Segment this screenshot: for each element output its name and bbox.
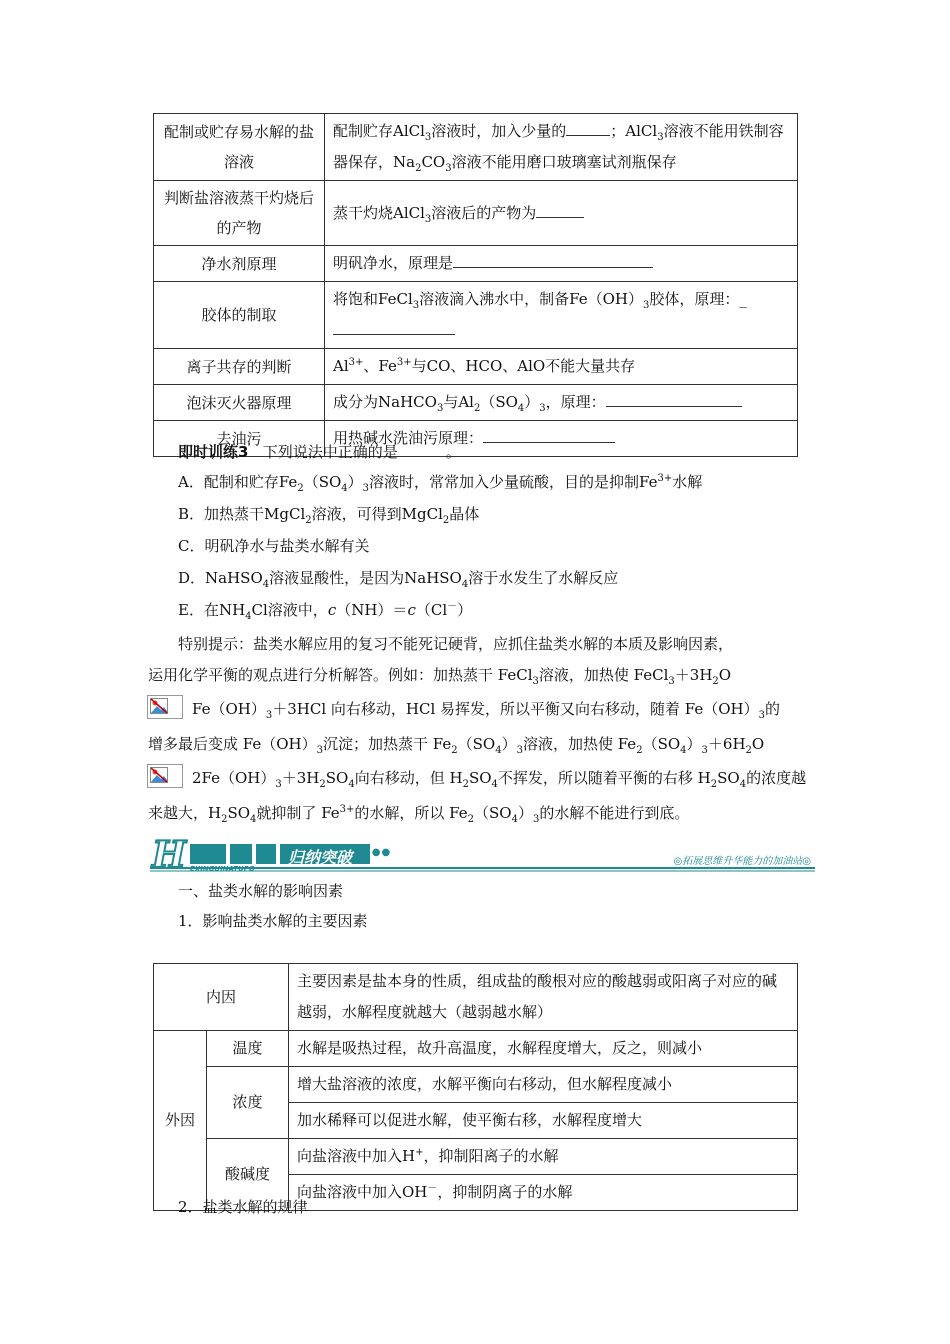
factor-text: 向盐溶液中加入OH－，抑制阴离子的水解 (289, 1175, 798, 1211)
factor-acidity: 酸碱度 (206, 1139, 288, 1211)
row-key: 泡沫灭火器原理 (154, 385, 325, 421)
row-value: 配制贮存AlCl$_3$溶液时，加入少量的 ；AlCl$_3$溶液不能用铁制容器保存，$Na_2CO_3$溶液不能用磨口玻璃塞试剂瓶保存 (325, 114, 798, 181)
row-value: $Al^{3+}$、$Fe^{3+}$与CO、HCO、AlO不能大量共存 (325, 349, 798, 385)
option-c: C．明矾净水与盐类水解有关 (178, 537, 370, 555)
factor-text: 加水稀释可以促进水解，使平衡右移，水解程度增大 (289, 1103, 798, 1139)
banner-slogan: ◎拓展思维升华能力的加油站◎ (673, 856, 811, 867)
banner-dots: ●●● (362, 847, 392, 858)
section-heading: 一、盐类水解的影响因素 (178, 882, 344, 900)
section-banner (150, 834, 815, 878)
table-row (154, 1031, 798, 1067)
factor-text: 向盐溶液中加入H+，抑制阳离子的水解 (289, 1139, 798, 1175)
inner-cause-text: 主要因素是盐本身的性质，组成盐的酸根对应的酸越弱或阳离子对应的碱越弱，水解程度就越大（越弱越水解） (289, 964, 798, 1031)
row-key: 配制或贮存易水解的盐溶液 (154, 114, 325, 181)
subheading: 2．盐类水解的规律 (178, 1198, 308, 1216)
table-row (154, 181, 798, 246)
banner-title: 归纳突破 (288, 848, 353, 867)
row-key: 判断盐溶液蒸干灼烧后的产物 (154, 181, 325, 246)
tip-line: 特别提示：盐类水解应用的复习不能死记硬背，应抓住盐类水解的本质及影响因素， (178, 635, 734, 653)
tip-line: $2Fe(OH)_3+3H_2SO_4$向右移动，但 $H_2SO_4$不挥发，所以随着平衡的右移 $H_2SO_4$的浓度越 (192, 769, 807, 790)
tip-line: 增多最后变成 $Fe(OH)_3$沉淀；加热蒸干 $Fe_2(SO_4)_3$溶液，加热使 $Fe_2(SO_4)_3+6H_2O$ (148, 735, 765, 756)
option-d: D．NaHSO$_4$溶液显酸性，是因为NaHSO$_4$溶于水发生了水解反应 (178, 569, 619, 590)
broken-image-icon (147, 764, 183, 788)
table-row (154, 349, 798, 385)
inner-cause-label: 内因 (154, 964, 289, 1031)
table-row (154, 1067, 798, 1103)
option-a: A．配制和贮存$Fe_2(SO_4)_3$溶液时，常常加入少量硫酸，目的是抑制$Fe^{3+}$水解 (178, 473, 703, 494)
table-row (154, 282, 798, 349)
option-e: E．在$NH_4Cl$溶液中，c（NH）＝c（Cl－） (178, 601, 473, 622)
row-value: 用热碱水洗油污原理： (325, 421, 798, 457)
row-key: 去油污 (154, 421, 325, 457)
factor-concentration: 浓度 (206, 1067, 288, 1139)
outer-cause-label: 外因 (154, 1031, 207, 1211)
factor-text: 水解是吸热过程，故升高温度，水解程度增大，反之，则减小 (289, 1031, 798, 1067)
row-key: 胶体的制取 (154, 282, 325, 349)
table-row (154, 964, 798, 1031)
factor-text: 增大盐溶液的浓度，水解平衡向右移动，但水解程度减小 (289, 1067, 798, 1103)
exercise-question: 即时训练3 下列说法中正确的是 。 (178, 443, 461, 461)
exercise-title: 即时训练3 (178, 443, 249, 461)
option-b: B．加热蒸干MgCl$_2$溶液，可得到MgCl$_2$晶体 (178, 505, 480, 526)
banner-letter: H (152, 834, 187, 876)
tip-line: 运用化学平衡的观点进行分析解答。例如：加热蒸干 FeCl$_3$溶液，加热使 $FeCl_3+3H_2O$ (148, 666, 732, 687)
row-value: 成分为NaHCO$_3$与$Al_2(SO_4)_3$，原理： (325, 385, 798, 421)
row-value: 将饱和FeCl$_3$溶液滴入沸水中，制备$Fe(OH)_3$胶体，原理：_ (325, 282, 798, 349)
subheading: 1．影响盐类水解的主要因素 (178, 912, 368, 930)
table-row (154, 114, 798, 181)
row-key: 净水剂原理 (154, 246, 325, 282)
table-row (154, 1139, 798, 1175)
broken-image-icon (147, 695, 183, 719)
factors-table (153, 963, 798, 1211)
row-value: 蒸干灼烧AlCl$_3$溶液后的产物为 (325, 181, 798, 246)
application-table (153, 113, 798, 457)
banner-pinyin: EXINGUINATUPO (190, 865, 255, 873)
table-row (154, 385, 798, 421)
row-value: 明矾净水，原理是 (325, 246, 798, 282)
tip-line: 来越大，$H_2SO_4$就抑制了 $Fe^{3+}$的水解，所以 $Fe_2(SO_4)_3$的水解不能进行到底。 (148, 804, 690, 825)
factor-temperature: 温度 (206, 1031, 288, 1067)
table-row (154, 246, 798, 282)
row-key: 离子共存的判断 (154, 349, 325, 385)
tip-line: $Fe(OH)_3+3HCl$ 向右移动，HCl 易挥发，所以平衡又向右移动，随着 $Fe(OH)_3$的 (192, 700, 781, 721)
